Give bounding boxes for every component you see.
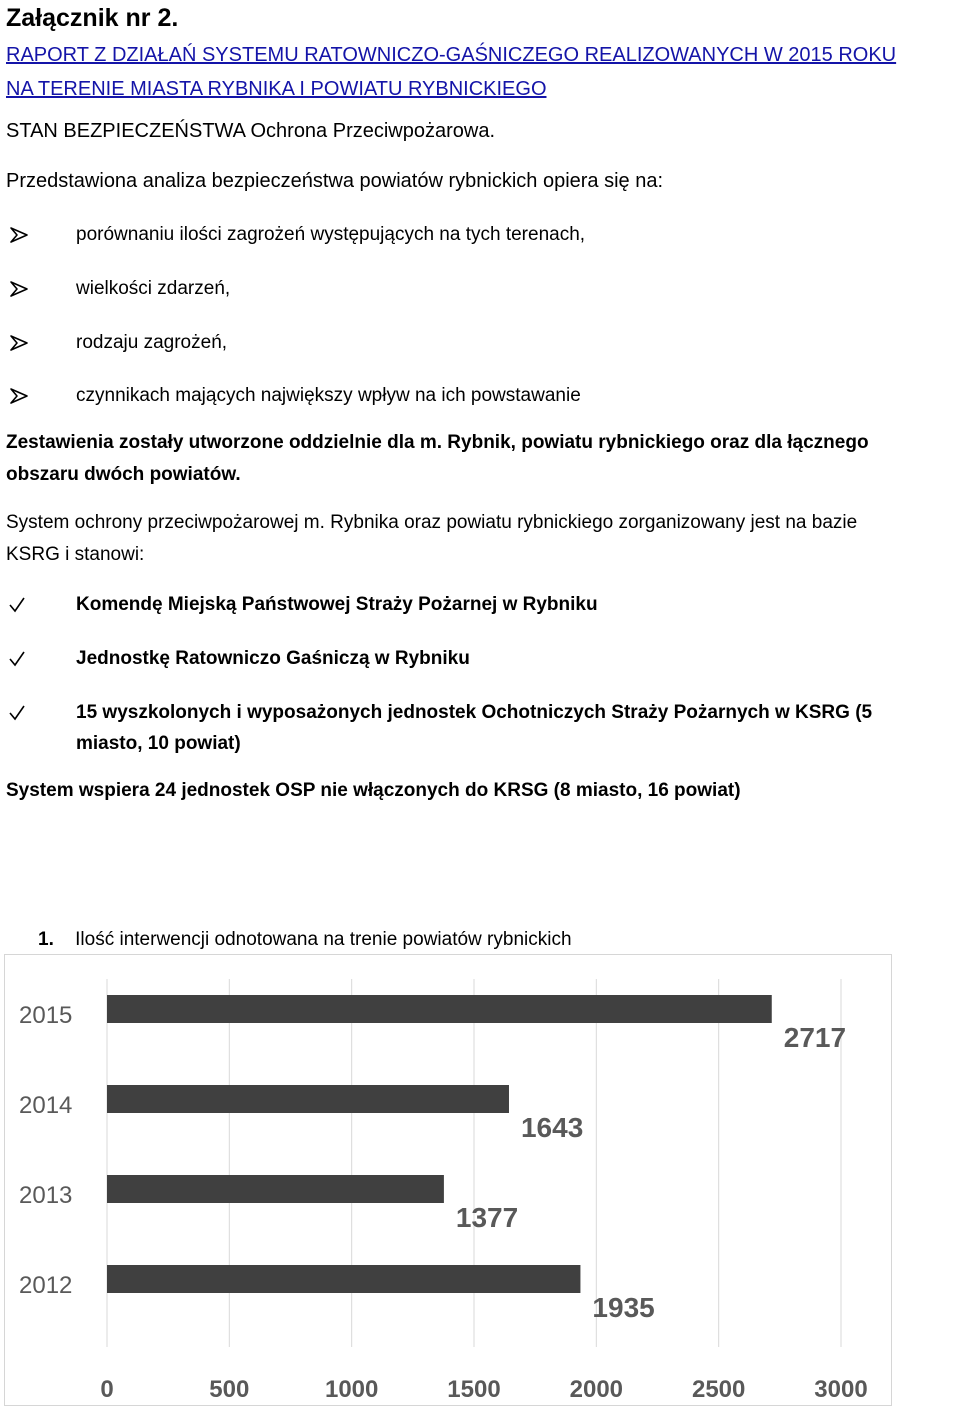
x-tick-label: 2500 [691, 1376, 746, 1403]
analysis-item-text: czynnikach mających największy wpływ na ich powstawanie [76, 385, 581, 406]
interventions-chart [4, 954, 892, 1406]
analysis-item-text: wielkości zdarzeń, [76, 278, 231, 299]
category-label: 2013 [19, 1182, 73, 1209]
bar [107, 1175, 444, 1203]
bar [107, 1265, 580, 1293]
data-label: 2717 [783, 1022, 847, 1053]
x-tick-label: 3000 [814, 1376, 868, 1403]
x-tick-label: 2000 [569, 1376, 624, 1403]
report-heading-line2: NA TERENIE MIASTA RYBNIKA I POWIATU RYBNICKIEGO [6, 78, 547, 100]
arrow-bullet-icon [8, 387, 30, 405]
data-label: 1935 [592, 1292, 655, 1323]
system-text-line1: System ochrony przeciwpożarowej m. Rybnika oraz powiatu rybnickiego zorganizowany jest na bazie [6, 512, 858, 533]
x-tick-label: 1500 [447, 1376, 501, 1403]
section-heading: STAN BEZPIECZEŃSTWA Ochrona Przeciwpożarowa. [6, 120, 496, 142]
arrow-bullet-icon [8, 334, 30, 352]
system-text-line2: KSRG i stanowi: [6, 544, 145, 565]
system-item-text: Jednostkę Ratowniczo Gaśniczą w Rybniku [76, 648, 470, 669]
analysis-item-text: porównaniu ilości zagrożeń występujących na tych terenach, [76, 224, 586, 245]
bar [107, 995, 772, 1023]
x-tick-label: 500 [209, 1376, 250, 1403]
summary-line1: Zestawienia zostały utworzone oddzielnie dla m. Rybnik, powiatu rybnickiego oraz dla łącznego [6, 432, 869, 453]
summary-line2: obszaru dwóch powiatów. [6, 464, 241, 485]
checkmark-icon [8, 596, 26, 614]
chart-section-heading [38, 929, 572, 951]
x-tick-label: 1000 [324, 1376, 379, 1403]
support-text: System wspiera 24 jednostek OSP nie włączonych do KRSG (8 miasto, 16 powiat) [6, 780, 741, 801]
arrow-bullet-icon [8, 280, 30, 298]
system-item-text-line2: miasto, 10 powiat) [76, 733, 241, 754]
system-item-text: 15 wyszkolonych i wyposażonych jednostek Ochotniczych Straży Pożarnych w KSRG (5 [76, 702, 873, 723]
data-label: 1643 [520, 1112, 584, 1143]
bar [107, 1085, 509, 1113]
data-label: 1377 [455, 1202, 519, 1233]
category-label: 2014 [19, 1092, 73, 1119]
arrow-bullet-icon [8, 226, 30, 244]
analysis-item-text: rodzaju zagrożeń, [76, 332, 228, 353]
intro-text: Przedstawiona analiza bezpieczeństwa powiatów rybnickich opiera się na: [6, 170, 664, 192]
page-title: Załącznik nr 2. [6, 4, 179, 32]
checkmark-icon [8, 704, 26, 722]
category-label: 2012 [19, 1272, 73, 1299]
system-item-text: Komendę Miejską Państwowej Straży Pożarnej w Rybniku [76, 594, 598, 615]
checkmark-icon [8, 650, 26, 668]
report-heading-line1: RAPORT Z DZIAŁAŃ SYSTEMU RATOWNICZO-GAŚNICZEGO REALIZOWANYCH W 2015 ROKU [6, 44, 897, 66]
bar-chart-svg [5, 955, 893, 1407]
category-label: 2015 [19, 1002, 73, 1029]
chart-section-number: 1. [38, 929, 54, 950]
x-tick-label: 0 [100, 1376, 114, 1403]
chart-section-title: Ilość interwencji odnotowana na trenie powiatów rybnickich [75, 929, 572, 950]
